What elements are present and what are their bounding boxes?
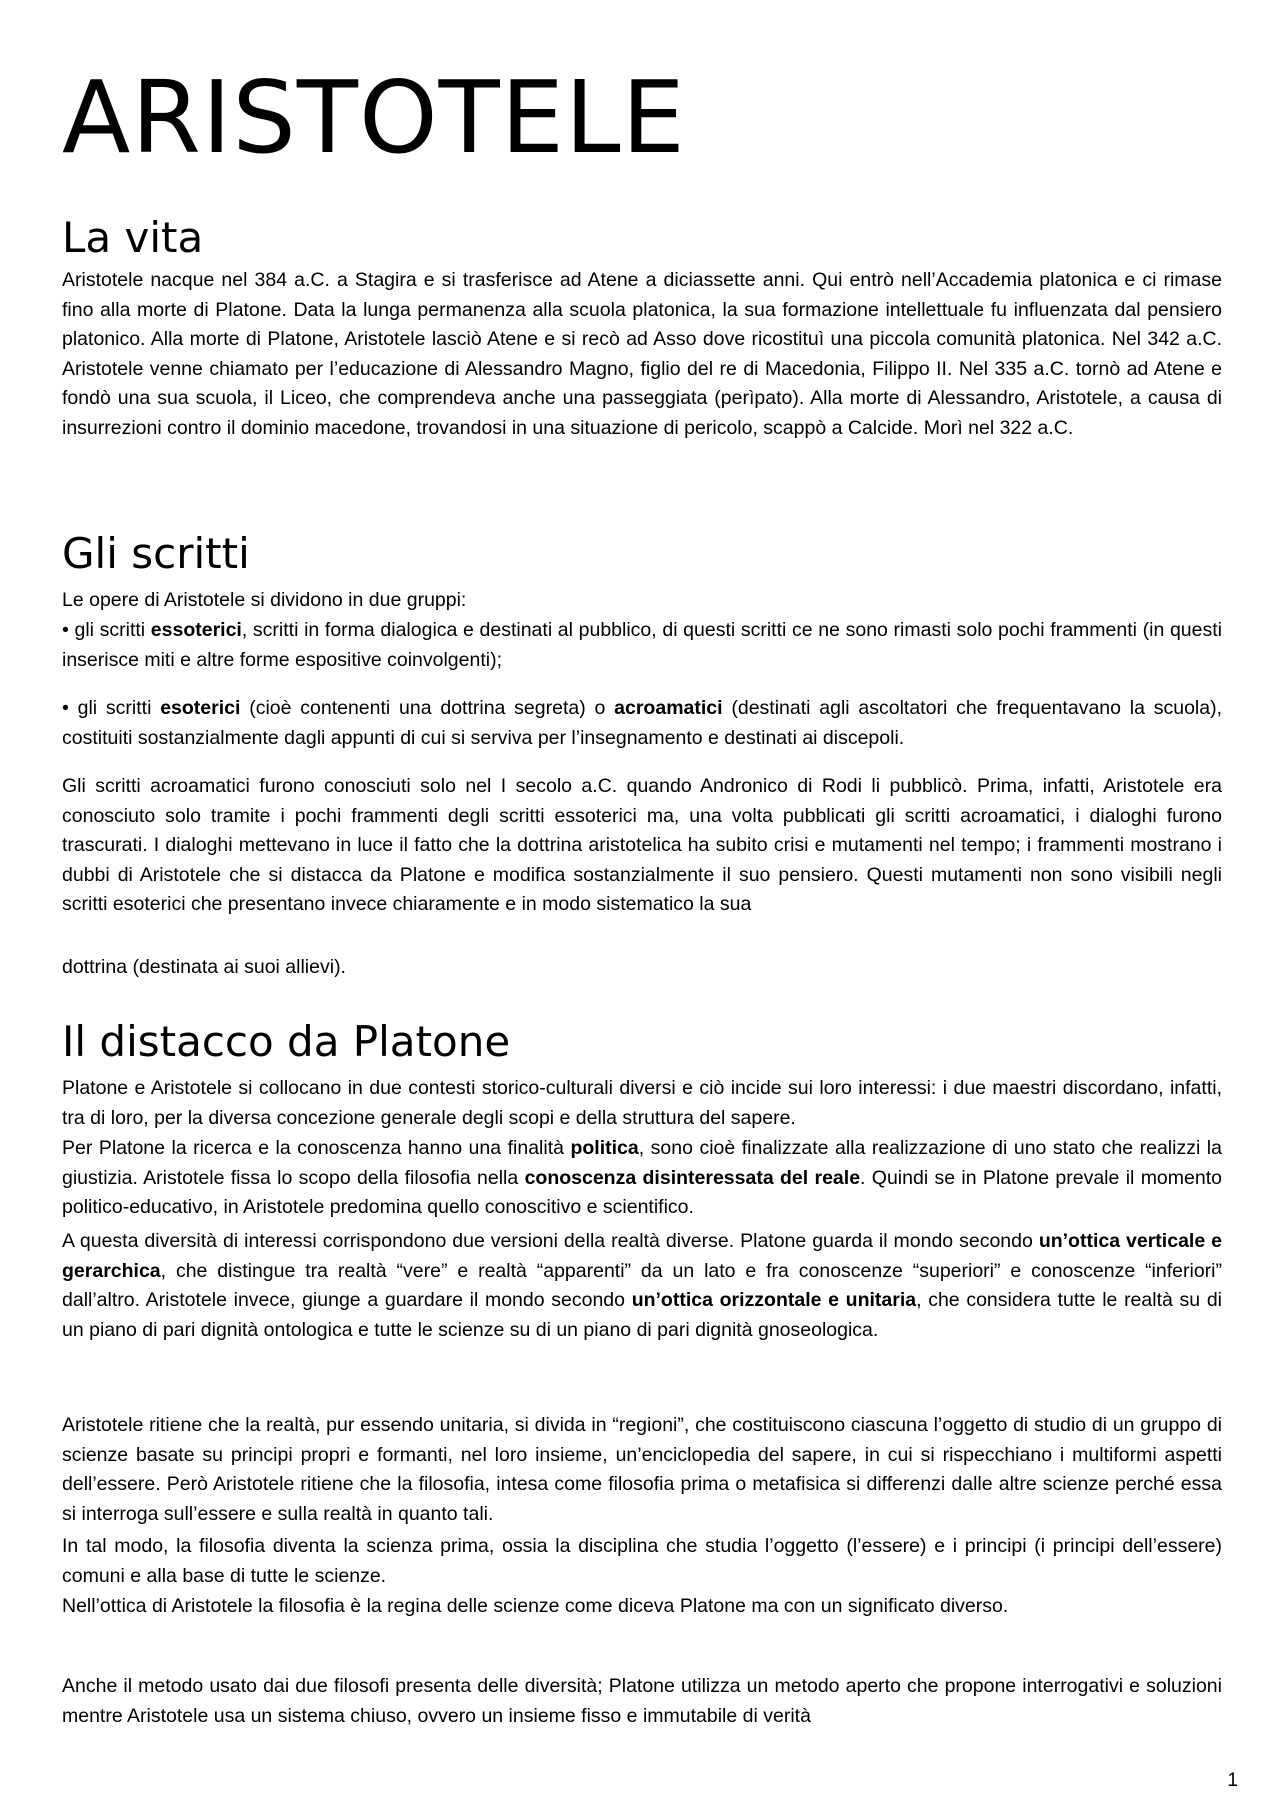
- bullet-esoterici: • gli scritti esoterici (cioè contenenti una dottrina segreta) o acroamatici (destinati agli ascoltatori che frequentavano la scuola), costituiti sostanzialmente dagli appunti di cui si serviva per l’insegnamento e destinati ai discepoli.: [62, 697, 1223, 749]
- vita-paragraph: Aristotele nacque nel 384 a.C. a Stagira e si trasferisce ad Atene a diciassette anni. Qui entrò nell’Accademia platonica e ci rimase fino alla morte di Platone. Data la lunga permanenza alla scuola platonica, la sua formazione intellettuale fu influenzata dal pensiero platonico. Alla morte di Platone, Aristotele lasciò Atene e si recò ad Asso dove ricostituì una piccola comunità platonica. Nel 342 a.C. Aristotele venne chiamato per l’educazione di Alessandro Magno, figlio del re di Macedonia, Filippo II. Nel 335 a.C. tornò ad Atene e fondò una sua scuola, il Liceo, che comprendeva anche una passeggiata (perìpato). Alla morte di Alessandro, Aristotele, a causa di insurrezioni contro il dominio macedone, trovandosi in una situazione di pericolo, scappò a Calcide. Morì nel 322 a.C.: [62, 269, 1222, 439]
- bullet-essoterici: • gli scritti essoterici, scritti in forma dialogica e destinati al pubblico, di questi scritti ce ne sono rimasti solo pochi frammenti (in questi inserisce miti e altre forme espositive coinvolgenti);: [62, 619, 1222, 671]
- heading-distacco: Il distacco da Platone: [62, 1017, 511, 1066]
- heading-gli-scritti: Gli scritti: [62, 529, 250, 578]
- distacco-paragraph-1: Platone e Aristotele si collocano in due contesti storico-culturali diversi e ciò incide sui loro interessi: i due maestri discordano, infatti, tra di loro, per la diversa concezione generale degli scopi e della struttura del sapere.: [62, 1077, 1222, 1129]
- scritti-paragraph: Gli scritti acroamatici furono conosciuti solo nel I secolo a.C. quando Andronico di Rodi li pubblicò. Prima, infatti, Aristotele era conosciuto solo tramite i pochi frammenti degli scritti essoterici ma, una volta pubblicati gli scritti acroamatici, i dialoghi furono trascurati. I dialoghi mettevano in luce il fatto che la dottrina aristotelica ha subito crisi e mutamenti nel tempo; i frammenti mostrano i dubbi di Aristotele che si distacca da Platone e modifica sostanzialmente il suo pensiero. Questi mutamenti non sono visibili negli scritti esoterici che presentano invece chiaramente e in modo sistematico la sua: [62, 775, 1222, 915]
- distacco-paragraph-3: A questa diversità di interessi corrispondono due versioni della realtà diverse. Platone guarda il mondo secondo un’ottica verticale e gerarchica, che distingue tra realtà “vere” e realtà “apparenti” da un lato e fra conoscenze “superiori” e conoscenze “inferiori” dall’altro. Aristotele invece, giunge a guardare il mondo secondo un’ottica orizzontale e unitaria, che considera tutte le realtà su di un piano di pari dignità ontologica e tutte le scienze su di un piano di pari dignità gnoseologica.: [62, 1230, 1222, 1341]
- distacco-paragraph-6: Nell’ottica di Aristotele la filosofia è la regina delle scienze come diceva Platone ma con un significato diverso.: [62, 1595, 1009, 1617]
- distacco-paragraph-2: Per Platone la ricerca e la conoscenza hanno una finalità politica, sono cioè finalizzate alla realizzazione di uno stato che realizzi la giustizia. Aristotele fissa lo scopo della filosofia nella conoscenza disinteressata del reale. Quindi se in Platone prevale il momento politico-educativo, in Aristotele predomina quello conoscitivo e scientifico.: [62, 1137, 1222, 1218]
- document-title: ARISTOTELE: [62, 59, 686, 176]
- scritti-intro: Le opere di Aristotele si dividono in due gruppi:: [62, 589, 467, 611]
- distacco-paragraph-7: Anche il metodo usato dai due filosofi presenta delle diversità; Platone utilizza un metodo aperto che propone interrogativi e soluzioni mentre Aristotele usa un sistema chiuso, ovvero un insieme fisso e immutabile di verità: [62, 1675, 1222, 1727]
- distacco-paragraph-5: In tal modo, la filosofia diventa la scienza prima, ossia la disciplina che studia l’oggetto (l’essere) e i principi (i principi dell’essere) comuni e alla base di tutte le scienze.: [62, 1535, 1222, 1587]
- page-number: 1: [1227, 1770, 1238, 1791]
- heading-la-vita: La vita: [62, 213, 204, 262]
- distacco-paragraph-4: Aristotele ritiene che la realtà, pur essendo unitaria, si divida in “regioni”, che costituiscono ciascuna l’oggetto di studio di un gruppo di scienze basate su principi propri e formanti, nel loro insieme, un’enciclopedia del sapere, in cui si rispecchiano i multiformi aspetti dell’essere. Però Aristotele ritiene che la filosofia, intesa come filosofia prima o metafisica si differenzi dalle altre scienze perché essa si interroga sull’essere e sulla realtà in quanto tali.: [62, 1414, 1222, 1525]
- scritti-paragraph-end: dottrina (destinata ai suoi allievi).: [62, 956, 346, 978]
